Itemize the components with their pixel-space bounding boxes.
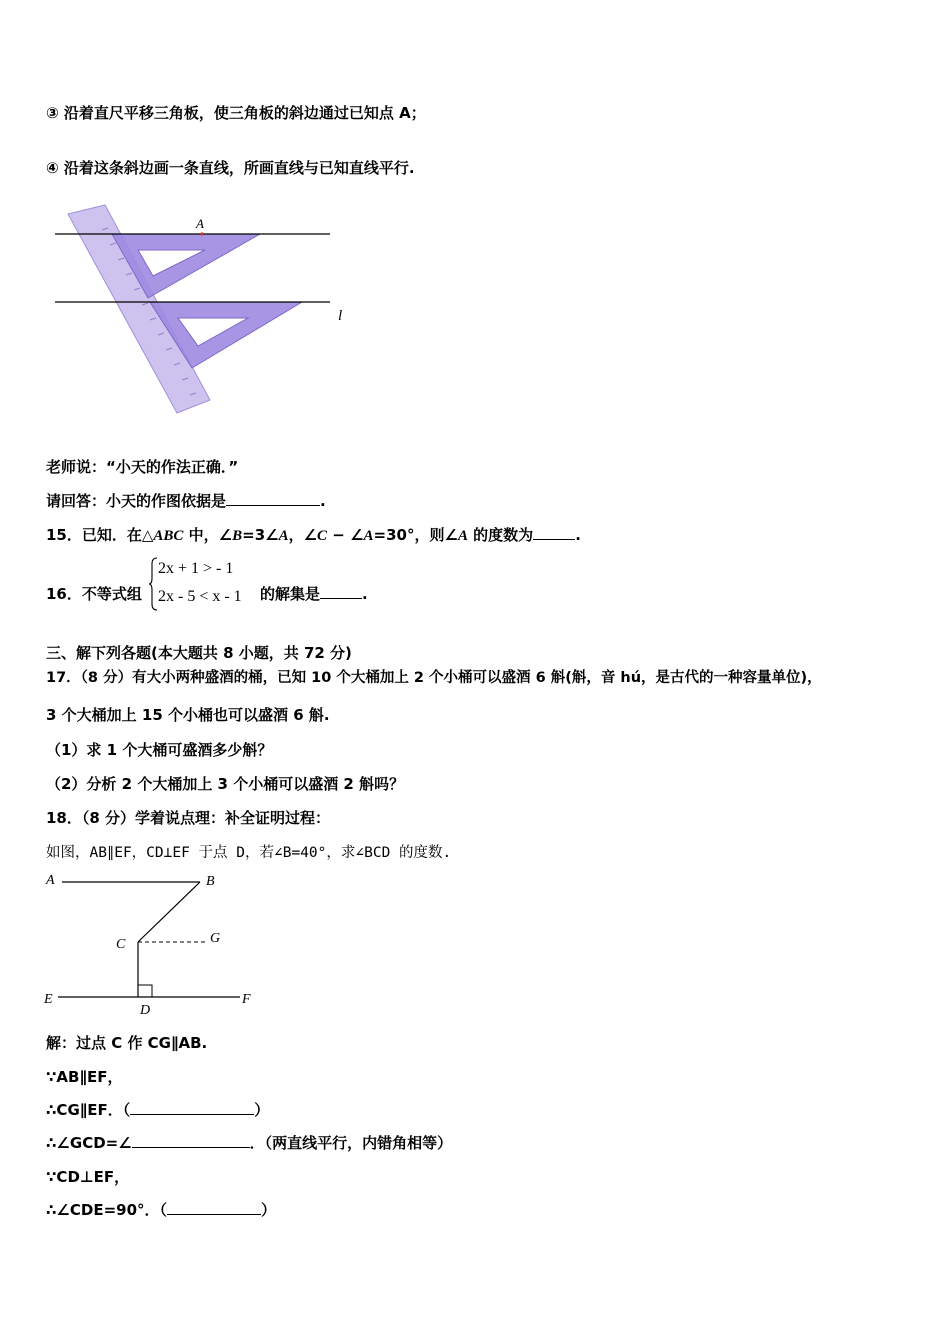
sol5-text: ∴∠CDE=90°．（ <box>46 1201 168 1219</box>
solution-line-0 <box>46 1033 207 1053</box>
sol2-text: ∴CG∥EF．（ <box>46 1101 131 1119</box>
q17-sub-1: （1）求 1 个大桶可盛酒多少斛？ <box>46 741 273 759</box>
answer-prompt-text: 请回答：小天的作图依据是 <box>46 492 227 510</box>
q17-sub-2: （2）分析 2 个大桶加上 3 个小桶可以盛酒 2 斛吗？ <box>46 775 405 793</box>
step-3: ③ 沿着直尺平移三角板，使三角板的斜边通过已知点 A； <box>46 104 426 122</box>
q17-line-2: 3 个大桶加上 15 个小桶也可以盛酒 6 斛. <box>46 706 330 724</box>
section-3-heading: 三、解下列各题(本大题共 8 小题，共 72 分) <box>46 644 352 662</box>
sol3-end: ．（两直线平行，内错角相等） <box>249 1134 453 1152</box>
segment-bc <box>138 882 200 942</box>
label-A: A <box>46 873 55 888</box>
brace-icon <box>148 556 158 612</box>
label-E: E <box>44 992 53 1007</box>
sol3-blank[interactable] <box>132 1133 250 1148</box>
sol3-text: ∴∠GCD=∠ <box>46 1134 132 1152</box>
answer-end: . <box>320 492 326 510</box>
q15-abc: ABC <box>153 528 184 544</box>
q15-a3: A <box>457 528 468 544</box>
answer-blank[interactable] <box>226 491 320 506</box>
q15-a2: A <box>363 528 374 544</box>
geometry-figure <box>40 866 270 1021</box>
question-15 <box>46 525 581 546</box>
q15-end: . <box>575 526 581 544</box>
sol2-end: ） <box>254 1101 270 1119</box>
inequality-system <box>148 556 260 612</box>
q15-c: C <box>317 528 328 544</box>
q15-eq2: =30°，则∠ <box>373 526 458 544</box>
q15-eq1: =3∠ <box>242 526 279 544</box>
sol2-blank[interactable] <box>130 1100 254 1115</box>
solution-line-5 <box>46 1200 276 1220</box>
q16-suffix: 的解集是 <box>260 585 321 603</box>
label-a: A <box>196 216 204 231</box>
solution-line-3 <box>46 1133 452 1153</box>
solution-line-1: ∵AB∥EF， <box>46 1068 123 1086</box>
teacher-comment: 老师说：“小天的作法正确．” <box>46 458 239 476</box>
label-B: B <box>206 874 215 889</box>
inequality-2: 2x - 5 < x - 1 <box>158 588 242 605</box>
question-16-prefix: 16．不等式组 <box>46 585 142 603</box>
q15-minus: − ∠ <box>327 526 364 544</box>
ruler-triangle-figure <box>50 200 360 420</box>
q15-sep: ，∠ <box>288 526 318 544</box>
q18-statement: 如图，AB∥EF，CD⊥EF 于点 D，若∠B=40°，求∠BCD 的度数. <box>46 845 452 861</box>
label-D: D <box>140 1003 151 1018</box>
sol0-text: 解：过点 C 作 CG∥AB. <box>46 1034 208 1052</box>
q15-suffix: 的度数为 <box>467 526 534 544</box>
solution-line-4: ∵CD⊥EF， <box>46 1168 130 1186</box>
label-C: C <box>116 937 126 952</box>
q15-a1: A <box>278 528 289 544</box>
q16-end: . <box>362 585 368 603</box>
q15-b: B <box>232 528 243 544</box>
label-G: G <box>210 931 221 946</box>
point-a <box>200 232 203 235</box>
q16-answer-blank[interactable] <box>320 584 362 599</box>
q18-title: 18．（8 分）学着说点理：补全证明过程： <box>46 809 331 827</box>
right-angle-mark <box>138 985 152 997</box>
label-F: F <box>242 992 251 1007</box>
question-16-suffix <box>260 584 368 604</box>
q15-mid: 中，∠ <box>183 526 233 544</box>
label-l: l <box>338 308 343 324</box>
q15-prefix: 15．已知．在△ <box>46 526 154 544</box>
q15-answer-blank[interactable] <box>533 525 575 540</box>
step-4: ④ 沿着这条斜边画一条直线，所画直线与已知直线平行. <box>46 159 415 177</box>
sol5-end: ） <box>261 1201 277 1219</box>
solution-line-2 <box>46 1100 269 1120</box>
answer-prompt <box>46 491 326 511</box>
q17-line-1: 17．（8 分）有大小两种盛酒的桶，已知 10 个大桶加上 2 个小桶可以盛酒 6 斛(斛，音 hú，是古代的一种容量单位)， <box>46 670 822 686</box>
sol5-blank[interactable] <box>167 1200 261 1215</box>
inequality-1: 2x + 1 > - 1 <box>158 560 234 577</box>
